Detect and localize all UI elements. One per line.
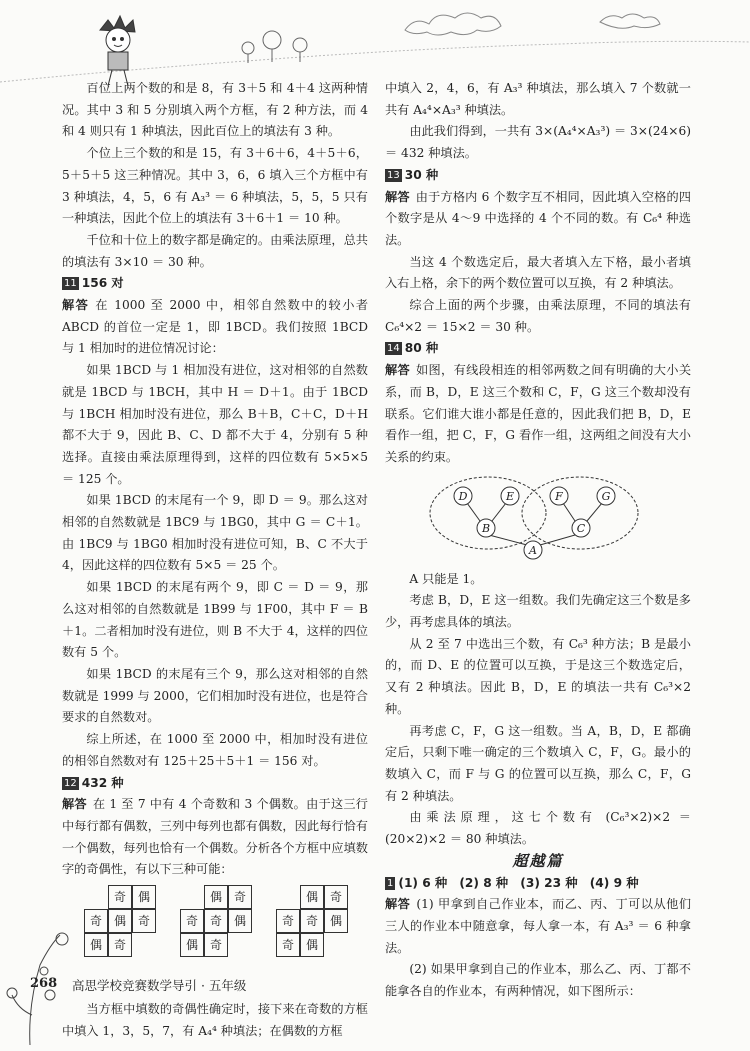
tree-icon (242, 31, 307, 63)
grid-cell-odd: 奇 (180, 909, 204, 933)
question-answer: (1) 6 种 (2) 8 种 (3) 23 种 (4) 9 种 (398, 875, 639, 890)
question-12-heading (62, 773, 368, 795)
question-number: 13 (387, 169, 400, 181)
grid-cell-even: 偶 (108, 909, 132, 933)
question-1-heading (385, 873, 691, 895)
grid-cell-even: 偶 (180, 933, 204, 957)
paragraph: 如果 1BCD 与 1 相加没有进位，这对相邻的自然数就是 1BCD 与 1BCH，其中 H ＝ D＋1。由于 1BCD 与 1BCH 相加时没有进位，那么 B＋B，C＋C，D＋H 都不大于 9，因此 B、C、D 都不大于 4，分别有 5 种选择。直接由乘法原理得到，这样的四位数有 5×5×5 ＝ 125 个。 (62, 363, 368, 486)
grid-cell-even: 偶 (228, 909, 252, 933)
grid-cell-odd: 奇 (324, 885, 348, 909)
grid-cell-odd: 奇 (204, 909, 228, 933)
grid-cell-odd: 奇 (108, 885, 132, 909)
right-column (385, 78, 691, 1003)
paragraph: (2) 如果甲拿到自己的作业本，那么乙、丙、丁都不能拿各自的作业本，有两种情况，如下图所示： (385, 962, 691, 999)
paragraph: A 只能是 1。 (409, 571, 483, 586)
question-answer: 80 种 (404, 341, 439, 356)
paragraph: 如果 1BCD 的末尾有一个 9，即 D ＝ 9。那么这对相邻的自然数就是 1BC9 与 1BG0，其中 G ＝ C＋1。由 1BC9 与 1BG0 相加时没有进位可知，B、C 不大于 4，因此这样的四位数有 5×5 ＝ 25 个。 (62, 493, 368, 573)
footer-book-title: 高思学校竞赛数学导引 · 五年级 (72, 978, 247, 993)
parity-grid (276, 885, 354, 969)
paragraph: 考虑 B，D，E 这一组数。我们先确定这三个数是多少，再考虑具体的填法。 (385, 593, 691, 630)
solution-label: 解答 (385, 363, 411, 378)
paragraph: 当这 4 个数选定后，最大者填入左下格，最小者填入右上格，余下的两个数位置可以互换，有 2 种填法。 (385, 254, 691, 291)
grid-cell-odd: 奇 (276, 933, 300, 957)
grid-cell-even: 偶 (300, 933, 324, 957)
node-label: E (505, 489, 515, 503)
paragraph: 再考虑 C，F，G 这一组数。当 A，B，D，E 都确定后，只剩下唯一确定的三个数填入 C，F，G。最小的数填入 C，而 F 与 G 的位置可以互换，那么 C，F，G 有 2 种填法。 (385, 723, 691, 803)
parity-grid (180, 885, 258, 969)
node-label: A (529, 543, 537, 557)
grid-cell-odd: 奇 (228, 885, 252, 909)
grid-cell-even: 偶 (84, 933, 108, 957)
solution-label: 解答 (385, 897, 411, 912)
page-number: 268 (30, 976, 58, 991)
paragraph: 千位和十位上的数字都是确定的。由乘法原理，总共的填法有 3×10 ＝ 30 种。 (62, 232, 368, 269)
grid-cell-even: 偶 (132, 885, 156, 909)
grid-cell-odd: 奇 (276, 909, 300, 933)
question-answer: 432 种 (81, 775, 124, 790)
question-number: 1 (387, 877, 394, 889)
grid-cell-odd: 奇 (204, 933, 228, 957)
section-title: 超越篇 (512, 851, 564, 870)
paragraph: 当方框中填数的奇偶性确定时，接下来在奇数的方框中填入 1，3，5，7，有 A₄⁴ 种填法；在偶数的方框 (62, 1002, 368, 1038)
question-answer: 30 种 (404, 167, 439, 182)
paragraph: 解答 由于方格内 6 个数字互不相同，因此填入空格的四个数字是从 4～9 中选择的 4 个不同的数。有 C₆⁴ 种选法。 (385, 189, 691, 247)
node-label: C (576, 521, 586, 535)
paragraph: 由乘法原理，这七个数有 (C₆³×2)×2 ＝ (20×2)×2 ＝ 80 种填法。 (385, 810, 691, 847)
grid-cell-odd: 奇 (132, 909, 156, 933)
grid-cell-even: 偶 (300, 885, 324, 909)
node-relation-diagram (385, 475, 691, 567)
boy-cartoon-icon (100, 16, 135, 86)
paragraph: 如果 1BCD 的末尾有三个 9，那么这对相邻的自然数就是 1999 与 2000，它们相加时没有进位，也是符合要求的自然数对。 (62, 666, 368, 725)
paragraph: 解答 在 1 至 7 中有 4 个奇数和 3 个偶数。由于这三行中每行都有偶数，三列中每列也都有偶数，因此每行恰有一个偶数，每列也恰有一个偶数。分析各个方框中应填数字的奇偶性，有以下三种可能： (62, 797, 368, 877)
question-number: 12 (64, 777, 77, 789)
grid-cell-odd: 奇 (108, 933, 132, 957)
paragraph: 解答 如图，有线段相连的相邻两数之间有明确的大小关系，而 B，D，E 这三个数和 C，F，G 这三个数却没有联系。它们谁大谁小都是任意的，因此我们把 B，D，E 看作一组，把 C，F，G 看作一组，这两组之间没有大小关系的约束。 (385, 363, 692, 464)
group-ellipse-left (430, 477, 546, 549)
group-ellipse-right (522, 477, 638, 549)
node-label: F (555, 489, 563, 503)
parity-grid (84, 885, 162, 969)
grid-cell-odd: 奇 (300, 909, 324, 933)
node-label: B (481, 521, 491, 535)
left-column (62, 78, 368, 1042)
paragraph: 由此我们得到，一共有 3×(A₄⁴×A₃³) ＝ 3×(24×6) ＝ 432 种填法。 (385, 124, 691, 161)
solution-label: 解答 (62, 298, 90, 313)
paragraph: 综合上面的两个步骤，由乘法原理，不同的填法有 C₆⁴×2 ＝ 15×2 ＝ 30 种。 (385, 298, 691, 334)
cloud-icon (405, 13, 660, 35)
paragraph: 中填入 2，4，6，有 A₃³ 种填法，那么填入 7 个数就一共有 A₄⁴×A₃³ 种填法。 (385, 81, 691, 117)
question-11-heading (62, 273, 368, 295)
node-label: G (601, 489, 611, 503)
paragraph: 综上所述，在 1000 至 2000 中，相加时没有进位的相邻自然数对有 125＋25＋5＋1 ＝ 156 对。 (62, 732, 368, 768)
grid-cell-even: 偶 (204, 885, 228, 909)
solution-label: 解答 (385, 189, 410, 204)
paragraph: 解答 (1) 甲拿到自己作业本，而乙、丙、丁可以从他们三人的作业本中随意拿，每人拿一本，有 A₃³ ＝ 6 种拿法。 (385, 897, 692, 955)
paragraph: 解答 在 1000 至 2000 中，相邻自然数中的较小者 ABCD 的首位一定是 1，即 1BCD。我们按照 1BCD 与 1 相加时的进位情况讨论： (62, 298, 369, 356)
paragraph: 从 2 至 7 中选出三个数，有 C₆³ 种方法；B 是最小的，而 D、E 的位置可以互换，于是这三个数选定后，又有 2 种填法。因此 B，D，E 的填法一共有 C₆³×2 种。 (385, 636, 691, 716)
solution-label: 解答 (62, 797, 87, 812)
paragraph: 如果 1BCD 的末尾有两个 9，即 C ＝ D ＝ 9，那么这对相邻的自然数就是 1B99 与 1F00，其中 F ＝ B＋1。二者相加时没有进位，则 B 不大于 4，这样的四位数有 5 个。 (62, 580, 368, 660)
node-label: D (458, 489, 468, 503)
question-answer: 156 对 (81, 276, 124, 291)
paragraph: 个位上三个数的和是 15，有 3＋6＋6，4＋5＋6，5＋5＋5 这三种情况。其中 3，6，6 填入三个方框中有 3 种填法，4，5，6 有 A₃³ ＝ 6 种填法，5，5，5 只有一种填法，因此个位上的填法有 3＋6＋1 ＝ 10 种。 (62, 146, 368, 226)
grid-cell-odd: 奇 (84, 909, 108, 933)
question-14-heading (385, 338, 691, 360)
question-number: 11 (64, 278, 77, 290)
question-number: 14 (387, 343, 400, 355)
grid-cell-even: 偶 (324, 909, 348, 933)
paragraph: 百位上两个数的和是 8，有 3＋5 和 4＋4 这两种情况。其中 3 和 5 分别填入两个方框，有 2 种方法，而 4 和 4 则只有 1 种填法，因此百位上的填法有 3 种。 (62, 81, 368, 139)
question-13-heading (385, 165, 691, 187)
